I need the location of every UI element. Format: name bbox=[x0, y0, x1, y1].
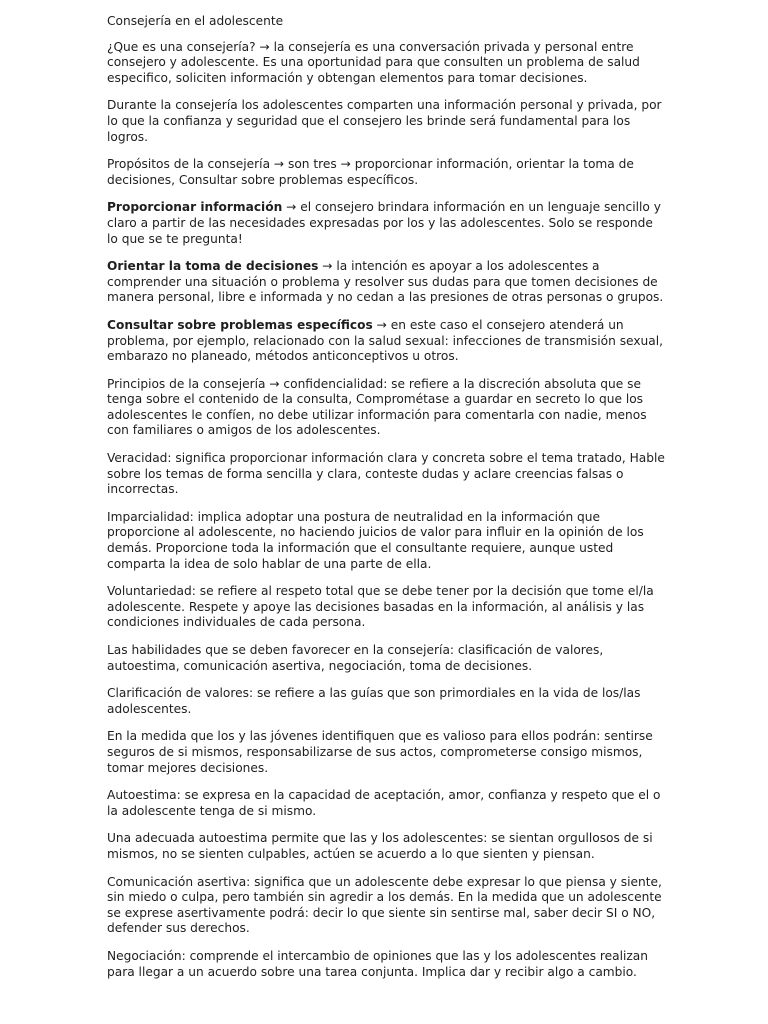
paragraph-text: En la medida que los y las jóvenes identifiquen que es valioso para ellos podrán: sentirse seguros de si mismos, responsabilizarse de sus actos, comprometerse consigo mismos, tomar mejores decisiones. bbox=[107, 729, 653, 775]
paragraph-purposes bbox=[107, 157, 667, 188]
paragraph-text: Comunicación asertiva: significa que un adolescente debe expresar lo que piensa y siente, sin miedo o culpa, pero también sin agredir a los demás. En la medida que un adolescente se exprese asertivamente podrá: decir lo que siente sin sentirse mal, saber decir SI o NO, defender sus derechos. bbox=[107, 874, 662, 936]
paragraph-what-is-counseling bbox=[107, 40, 667, 87]
paragraph-guide-decisions bbox=[107, 259, 667, 306]
paragraph-youth-identify bbox=[107, 729, 667, 776]
paragraph-text: → el consejero brindara información en un lenguaje sencillo y claro a partir de las necesidades expresadas por los y las adolescentes. Solo se responde lo que se te pregunta! bbox=[107, 200, 661, 246]
paragraph-self-esteem bbox=[107, 788, 667, 819]
paragraph-text: Propósitos de la consejería → son tres → proporcionar información, orientar la toma de decisiones, Consultar sobre problemas específicos. bbox=[107, 157, 634, 187]
paragraph-text: Las habilidades que se deben favorecer en la consejería: clasificación de valores, autoestima, comunicación asertiva, negociación, toma de decisiones. bbox=[107, 643, 604, 673]
paragraph-text: ¿Que es una consejería? → la consejería es una conversación privada y personal entre consejero y adolescente. Es una oportunidad para que consulten un problema de salud especifico, soliciten información y obtengan elementos para tomar decisiones. bbox=[107, 39, 640, 85]
paragraph-principles-confidentiality bbox=[107, 377, 667, 439]
paragraph-text: → la intención es apoyar a los adolescentes a comprender una situación o problema y resolver sus dudas para que tomen decisiones de manera personal, libre e informada y no cedan a las presiones de otras personas o grupos. bbox=[107, 259, 664, 305]
paragraph-text: Negociación: comprende el intercambio de opiniones que las y los adolescentes realizan para llegar a un acuerdo sobre una tarea conjunta. Implica dar y recibir algo a cambio. bbox=[107, 948, 648, 979]
document-title: Consejería en el adolescente bbox=[107, 14, 284, 28]
paragraph-adequate-self-esteem bbox=[107, 831, 667, 862]
paragraph-voluntariness bbox=[107, 584, 667, 631]
paragraph-text: Durante la consejería los adolescentes comparten una información personal y privada, por lo que la confianza y seguridad que el consejero les brinde será fundamental para los logros. bbox=[107, 98, 662, 144]
paragraph-text: Autoestima: se expresa en la capacidad de aceptación, amor, confianza y respeto que el o la adolescente tenga de si mismo. bbox=[107, 788, 661, 818]
paragraph-text: Voluntariedad: se refiere al respeto total que se debe tener por la decisión que tome el/la adolescente. Respete y apoye las decisiones basadas en la información, al análisis y las condiciones individuales de cada persona. bbox=[107, 584, 654, 630]
paragraph-skills bbox=[107, 643, 667, 674]
paragraph-text: Clarificación de valores: se refiere a las guías que son primordiales en la vida de los/las adolescentes. bbox=[107, 686, 641, 716]
paragraph-assertive-communication bbox=[107, 875, 667, 937]
paragraph-veracity bbox=[107, 451, 667, 498]
paragraph-specific-problems bbox=[107, 318, 667, 365]
paragraph-text: Imparcialidad: implica adoptar una postura de neutralidad en la información que proporcione al adolescente, no haciendo juicios de valor para influir en la opinión de los demás. Proporcione toda la información que el consultante requiere, aunque usted comparta la idea de solo hablar de una parte de ella. bbox=[107, 509, 644, 571]
paragraph-text: Veracidad: significa proporcionar información clara y concreta sobre el tema tratado, Hable sobre los temas de forma sencilla y clara, conteste dudas y aclare creencias falsas o incorrectas. bbox=[107, 451, 665, 497]
paragraph-text: → en este caso el consejero atenderá un problema, por ejemplo, relacionado con la salud sexual: infecciones de transmisión sexual, embarazo no planeado, métodos anticonceptivos u otros. bbox=[107, 317, 664, 364]
paragraph-confidence bbox=[107, 98, 667, 145]
paragraph-text: Una adecuada autoestima permite que las y los adolescentes: se sientan orgullosos de si mismos, no se sienten culpables, actúen se acuerdo a lo que sienten y piensan. bbox=[107, 831, 653, 861]
paragraph-lead: Proporcionar información bbox=[107, 200, 283, 215]
paragraph-lead: Consultar sobre problemas específicos bbox=[107, 317, 373, 332]
document-page bbox=[107, 14, 667, 992]
paragraph-text: Principios de la consejería → confidencialidad: se refiere a la discreción absoluta que se tenga sobre el contenido de la consulta, Comprométase a guardar en secreto lo que los adolescentes le confíen, no debe utilizar información para comentarla con nadie, menos con familiares o amigos de los adolescentes. bbox=[107, 376, 647, 438]
paragraph-provide-information bbox=[107, 200, 667, 247]
paragraph-negotiation bbox=[107, 949, 667, 980]
paragraph-values-clarification bbox=[107, 686, 667, 717]
paragraph-lead: Orientar la toma de decisiones bbox=[107, 259, 319, 274]
paragraph-impartiality bbox=[107, 510, 667, 572]
